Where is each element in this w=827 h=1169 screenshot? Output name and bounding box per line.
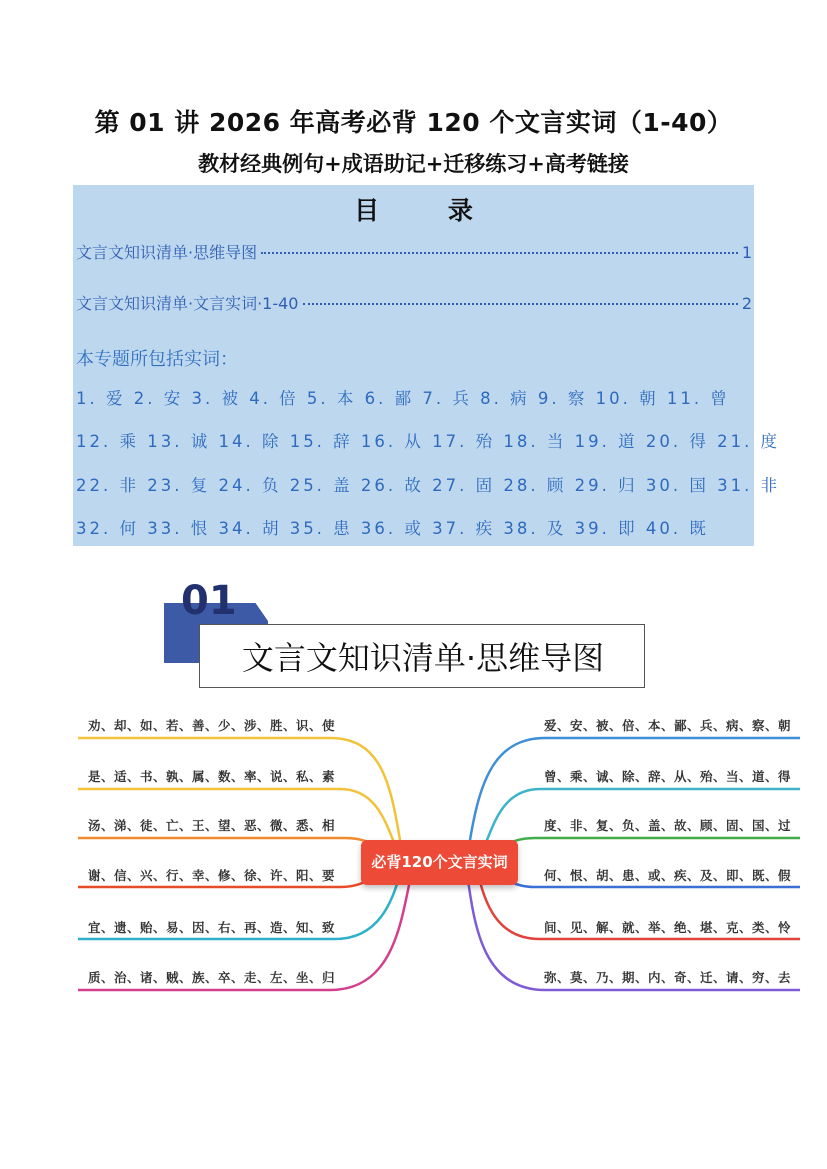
scope-title: 本专题所包括实词： [76,349,238,370]
toc-entry[interactable] [76,291,752,314]
mindmap-branch-right: 何、恨、胡、患、或、疾、及、即、既、假 [543,868,791,883]
mindmap-center-node: 必背120个文言实词 [361,840,518,885]
mindmap-connector-right-3 [495,838,800,850]
mindmap-branch-right: 曾、乘、诚、除、辞、从、殆、当、道、得 [543,769,791,784]
section-title-box [199,624,645,688]
mindmap-branch-left: 质、治、诸、贼、族、卒、走、左、坐、归 [88,970,336,985]
toc-entry-page: 2 [741,294,752,313]
toc-leader-dots [261,252,738,254]
mindmap-connector-left-3 [78,838,385,850]
mindmap-branch-right: 爱、安、被、倍、本、鄙、兵、病、察、朝 [543,718,791,733]
mindmap-branch-left: 汤、涕、徒、亡、王、望、恶、微、悉、相 [88,818,336,833]
page-title: 第 01 讲 2026 年高考必背 120 个文言实词（1-40） [94,108,733,137]
mindmap-branch-left: 谢、信、兴、行、幸、修、徐、许、阳、要 [88,868,336,883]
page-subtitle: 教材经典例句+成语助记+迁移练习+高考链接 [198,151,629,176]
mindmap-branch-left: 宜、遗、贻、易、因、右、再、造、知、致 [88,920,336,935]
toc-entry-label[interactable]: 文言文知识清单·思维导图 [76,243,258,262]
mindmap-branch-right: 弥、莫、乃、期、内、奇、迁、请、穷、去 [543,970,791,985]
mindmap-branch-left: 劝、却、如、若、善、少、涉、胜、识、使 [88,718,336,733]
word-row: 1. 爱 2. 安 3. 被 4. 倍 5. 本 6. 鄙 7. 兵 8. 病 9. 察 10. 朝 11. 曾 [76,389,730,408]
mindmap-branch-right: 间、见、解、就、举、绝、堪、克、类、怜 [543,920,791,935]
mindmap-branch-left: 是、适、书、孰、属、数、率、说、私、素 [88,769,336,784]
toc-entry-page: 1 [741,243,752,262]
section-title: 文言文知识清单·思维导图 [241,639,605,677]
toc-entry-label[interactable]: 文言文知识清单·文言实词·1-40 [76,294,299,313]
toc-heading: 目 录 [354,196,503,225]
word-row: 12. 乘 13. 诚 14. 除 15. 辞 16. 从 17. 殆 18. 当 19. 道 20. 得 21. 度 [76,432,781,451]
word-row: 32. 何 33. 恨 34. 胡 35. 患 36. 或 37. 疾 38. 及 39. 即 40. 既 [76,519,709,538]
word-row: 22. 非 23. 复 24. 负 25. 盖 26. 故 27. 固 28. 顾 29. 归 30. 国 31. 非 [76,476,781,495]
section-number: 01 [181,578,237,624]
mindmap-branch-right: 度、非、复、负、盖、故、顾、固、国、过 [543,818,791,833]
toc-entry[interactable] [76,240,752,263]
toc-leader-dots [303,303,738,305]
table-of-contents [73,185,781,546]
